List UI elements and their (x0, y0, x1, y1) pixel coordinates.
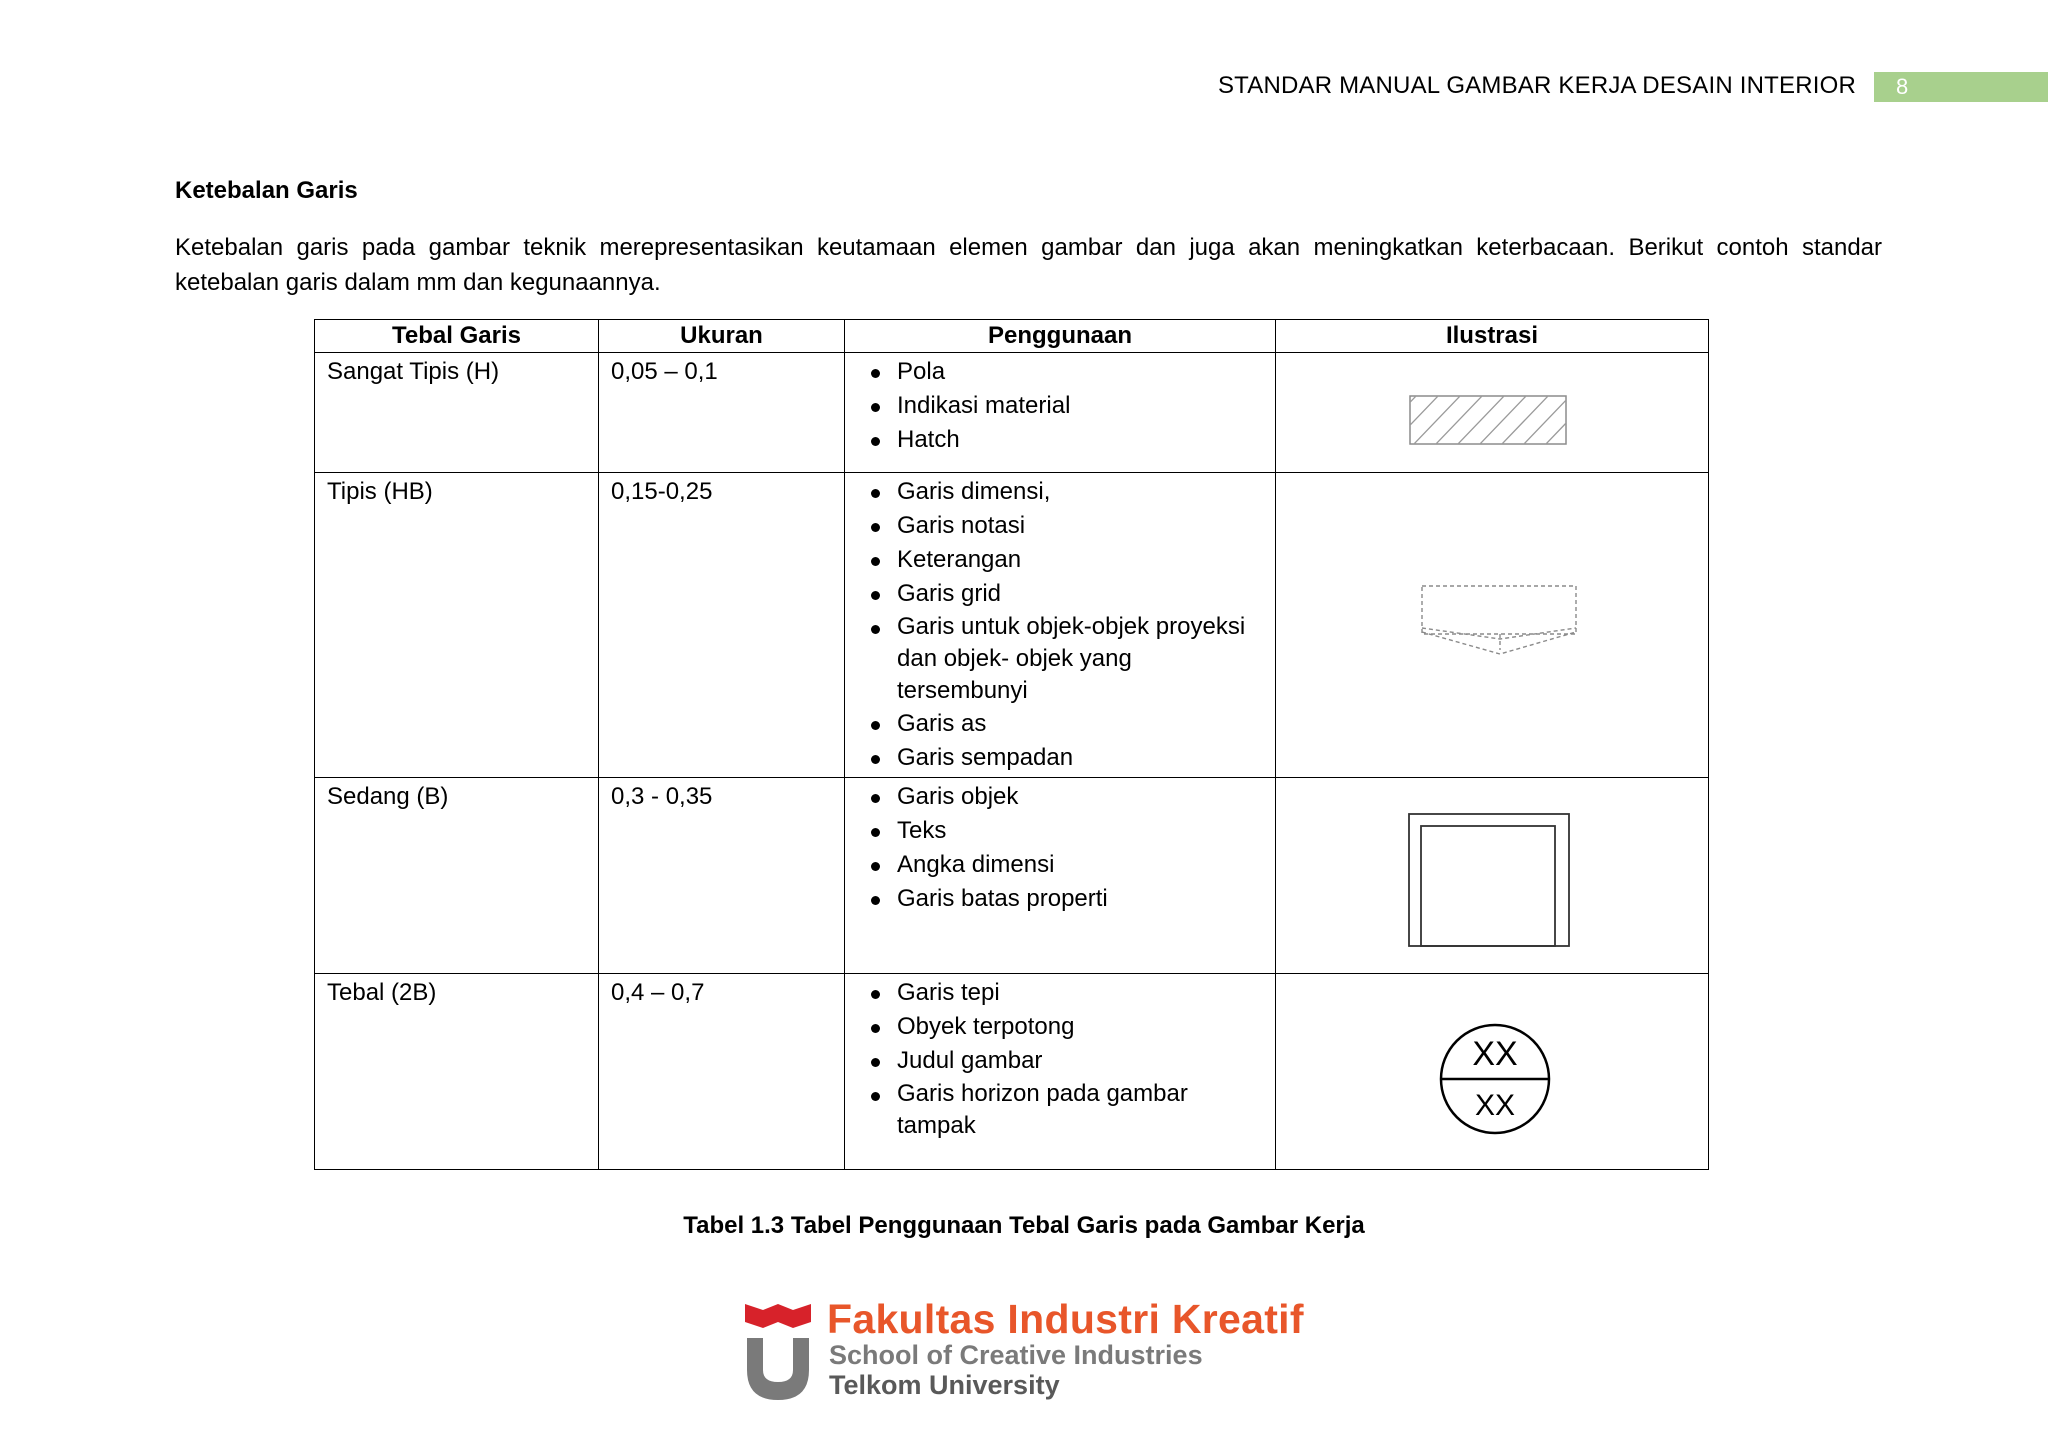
cell-ukuran: 0,15-0,25 (599, 473, 845, 778)
drawing-title-circle-icon (1438, 1022, 1552, 1136)
list-item: Indikasi material (857, 389, 1263, 423)
list-item: Garis notasi (857, 509, 1263, 543)
cell-ilustrasi (1276, 778, 1709, 974)
cell-ilustrasi (1276, 974, 1709, 1170)
logo-university: Telkom University (829, 1370, 1060, 1400)
cell-penggunaan (845, 473, 1276, 778)
cell-ukuran: 0,4 – 0,7 (599, 974, 845, 1170)
list-item: Garis objek (857, 780, 1263, 814)
table-caption: Tabel 1.3 Tabel Penggunaan Tebal Garis pada Gambar Kerja (683, 1212, 1365, 1239)
cell-tebal: Tipis (HB) (315, 473, 599, 778)
usage-list (857, 780, 1263, 916)
telkom-logo-icon (743, 1300, 813, 1404)
dashed-hidden-object-icon (1420, 584, 1580, 660)
title-top-text: XX (1472, 1035, 1518, 1073)
table-row (315, 353, 1709, 473)
list-item: Garis sempadan (857, 741, 1263, 775)
list-item: Garis horizon pada gambar tampak (857, 1078, 1263, 1142)
line-thickness-table (314, 319, 1709, 1170)
list-item: Angka dimensi (857, 848, 1263, 882)
logo-title: Fakultas Industri Kreatif (827, 1296, 1304, 1342)
header-tebal-garis: Tebal Garis (315, 320, 599, 353)
header-ukuran: Ukuran (599, 320, 845, 353)
logo-subtitle: School of Creative Industries (829, 1340, 1203, 1370)
faculty-logo (743, 1296, 1313, 1406)
list-item: Hatch (857, 423, 1263, 457)
hatch-rectangle-icon (1409, 395, 1567, 447)
table-row (315, 473, 1709, 778)
list-item: Garis batas properti (857, 882, 1263, 916)
list-item: Garis grid (857, 577, 1263, 611)
table-row (315, 974, 1709, 1170)
cell-penggunaan (845, 778, 1276, 974)
cell-ukuran: 0,05 – 0,1 (599, 353, 845, 473)
cell-ilustrasi (1276, 353, 1709, 473)
intro-paragraph: Ketebalan garis pada gambar teknik merepresentasikan keutamaan elemen gambar dan juga akan meningkatkan keterbacaan. Berikut contoh standar ketebalan garis dalam mm dan kegunaannya. (175, 234, 1882, 296)
table-row (315, 778, 1709, 974)
cell-tebal: Tebal (2B) (315, 974, 599, 1170)
list-item: Garis as (857, 707, 1263, 741)
title-bottom-text: XX (1474, 1089, 1516, 1122)
page-number-badge: 8 (1874, 72, 2048, 102)
list-item: Garis untuk objek-objek proyeksi dan objek- objek yang tersembunyi (857, 611, 1263, 707)
list-item: Judul gambar (857, 1044, 1263, 1078)
list-item: Teks (857, 814, 1263, 848)
header-ilustrasi: Ilustrasi (1276, 320, 1709, 353)
list-item: Pola (857, 355, 1263, 389)
header-penggunaan: Penggunaan (845, 320, 1276, 353)
cell-tebal: Sedang (B) (315, 778, 599, 974)
usage-list (857, 475, 1263, 775)
usage-list (857, 355, 1263, 457)
list-item: Garis dimensi, (857, 475, 1263, 509)
list-item: Keterangan (857, 543, 1263, 577)
section-heading: Ketebalan Garis (175, 177, 358, 204)
table-header-row (315, 320, 1709, 353)
cell-tebal: Sangat Tipis (H) (315, 353, 599, 473)
cell-ukuran: 0,3 - 0,35 (599, 778, 845, 974)
list-item: Obyek terpotong (857, 1010, 1263, 1044)
list-item: Garis tepi (857, 976, 1263, 1010)
cell-penggunaan (845, 974, 1276, 1170)
cell-ilustrasi (1276, 473, 1709, 778)
usage-list (857, 976, 1263, 1142)
running-header-title: STANDAR MANUAL GAMBAR KERJA DESAIN INTERIOR (1217, 72, 1856, 99)
cell-penggunaan (845, 353, 1276, 473)
object-outline-square-icon (1407, 812, 1573, 950)
